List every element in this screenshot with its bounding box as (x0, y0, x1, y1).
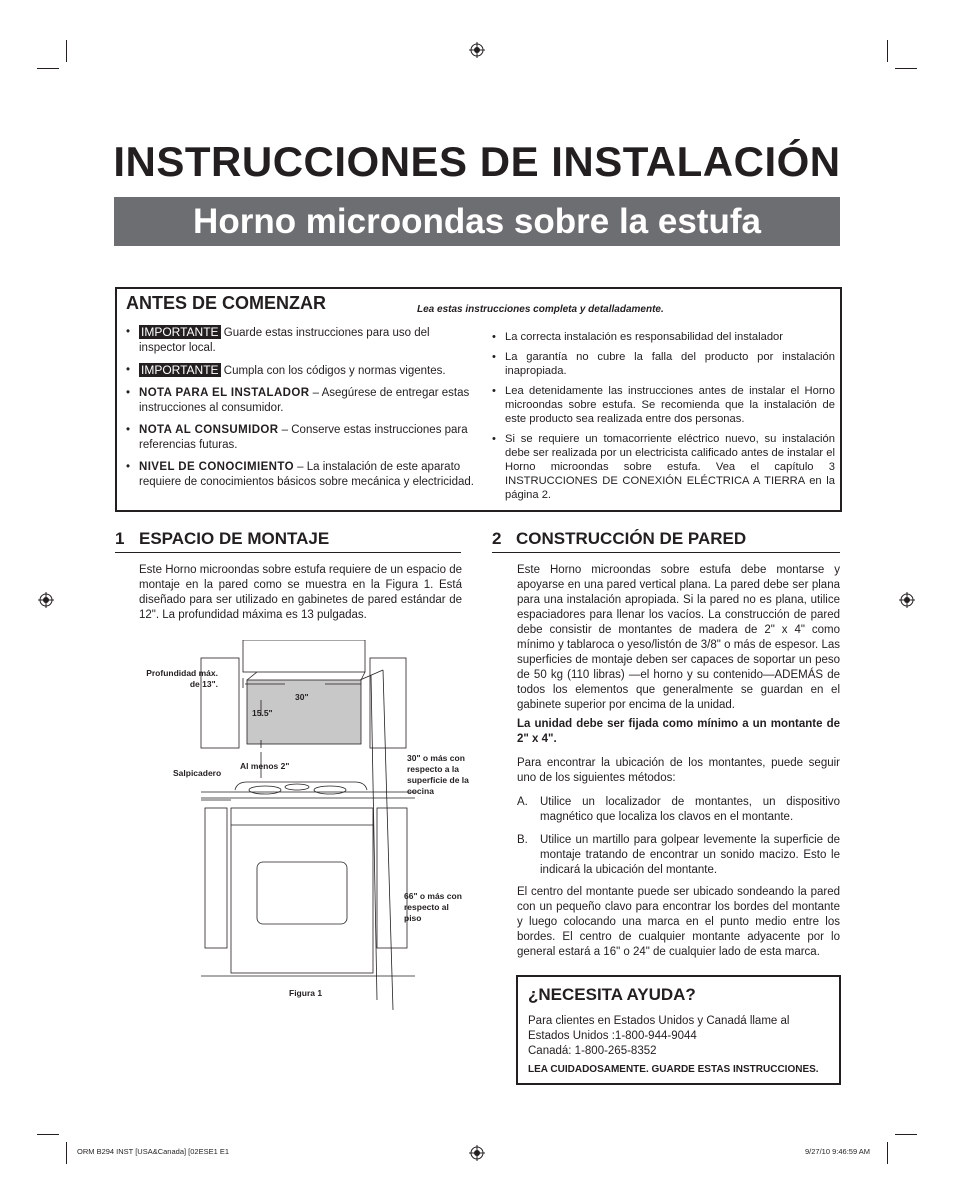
list-item: • La garantía no cubre la falla del producto por instalación inapropiada. (490, 350, 835, 378)
ayuda-line: Estados Unidos :1-800-944-9044 (528, 1030, 697, 1042)
list-item: • IMPORTANTE Cumpla con los códigos y normas vigentes. (124, 363, 474, 379)
crop-mark (887, 1142, 888, 1164)
registration-mark-icon (469, 1145, 485, 1161)
section-1-heading (115, 529, 329, 549)
section-title: CONSTRUCCIÓN DE PARED (516, 529, 747, 548)
figure-label-depth: Profundidad máx. de 13". (146, 668, 218, 689)
footer-slug-right: 9/27/10 9:46:59 AM (805, 1147, 871, 1156)
divider (492, 552, 840, 553)
section-2-p1: Este Horno microondas sobre estufa debe montarse y apoyarse en una pared vertical plana. La pared debe ser plana para una instalación apropiada. Si la pared no es plana, utilice espaciadores para llenar los vacíos. La construcción de pared debe consistir de montantes de madera de 2" x 4" como mínimo y tablaroca o yeso/listón de 3/8" o más de espesor. Las superficies de montaje deben ser capaces de soportar un peso de 50 kg (110 libras) —el horno y su contenido—ADEMÁS de todos los elementos que generalmente se guardan en el gabinete superior por encima de la unidad. (517, 564, 840, 711)
antes-title: ANTES DE COMENZAR (126, 293, 327, 313)
crop-mark (66, 40, 67, 62)
section-number: 2 (492, 529, 502, 548)
method-a-label: A. (517, 796, 528, 808)
crop-mark (887, 40, 888, 62)
list-item: • IMPORTANTE Guarde estas instrucciones para uso del inspector local. (124, 325, 474, 356)
section-2-p4: El centro del montante puede ser ubicado sondeando la pared con un pequeño clavo para encontrar los bordes del montante y luego colocando una marca en el punto medio entre los bordes. El centro de cualquier montante adyacente por lo general estará a 16" o 24" de cualquier lado de esta marca. (517, 886, 840, 958)
section-2-heading (492, 529, 746, 549)
crop-mark (66, 1142, 67, 1164)
antes-right-list (490, 330, 835, 508)
list-item: • NOTA AL CONSUMIDOR – Conserve estas instrucciones para referencias futuras. (124, 423, 474, 453)
ayuda-contacts (528, 1014, 789, 1059)
important-badge: IMPORTANTE (141, 363, 219, 377)
figure-label-30: 30" (295, 692, 309, 702)
crop-mark (895, 68, 917, 69)
footer-slug-left: ORM B294 INST [USA&Canada] [02ESE1 E1 (77, 1147, 230, 1156)
method-b-text: Utilice un martillo para golpear levemente la superficie de montaje tratando de encontrar un sonido macizo. Esto le indicará la ubicación del montante. (540, 834, 840, 876)
section-2-p3: Para encontrar la ubicación de los montantes, puede seguir uno de los siguientes métodos: (517, 757, 840, 784)
figure-label-at-least: Al menos 2" (240, 761, 290, 771)
antes-left-list (124, 325, 474, 497)
crop-mark (37, 1134, 59, 1135)
antes-note: Lea estas instrucciones completa y detalladamente. (417, 304, 664, 315)
ayuda-line: Para clientes en Estados Unidos y Canadá llame al (528, 1015, 790, 1027)
method-a-text: Utilice un localizador de montantes, un dispositivo magnético que localiza los clavos en el montante. (540, 796, 840, 823)
figure-label-backsplash: Salpicadero (173, 768, 222, 778)
divider (115, 552, 461, 553)
section-2-p2: La unidad debe ser fijada como mínimo a un montante de 2" x 4". (517, 718, 840, 745)
figure-label-15-5: 15.5" (252, 708, 273, 718)
figure-label-66: 66" o más con respecto al piso (404, 891, 462, 923)
important-badge: IMPORTANTE (141, 325, 219, 339)
registration-mark-icon (899, 592, 915, 608)
section-1-body: Este Horno microondas sobre estufa requiere de un espacio de montaje en la pared como se muestra en la Figura 1. Está diseñado para ser utilizado en gabinetes de pared estándar de 12". La profundidad máxima es 13 pulgadas. (139, 564, 462, 621)
method-b-label: B. (517, 834, 528, 846)
list-item: • Lea detenidamente las instrucciones antes de instalar el Horno microondas sobre estufa. Se recomienda que la instalación de este producto sea realizada entre dos personas. (490, 384, 835, 426)
crop-mark (895, 1134, 917, 1135)
registration-mark-icon (469, 42, 485, 58)
antes-de-comenzar-box (115, 287, 842, 512)
section-title: ESPACIO DE MONTAJE (139, 529, 330, 548)
figure-label-30-more: 30" o más con respecto a la superficie de la cocina (407, 753, 469, 796)
necesita-ayuda-box (516, 975, 841, 1085)
figure-caption: Figura 1 (289, 988, 323, 998)
ayuda-foot: LEA CUIDADOSAMENTE. GUARDE ESTAS INSTRUCCIONES. (528, 1064, 819, 1075)
page-title: INSTRUCCIONES DE INSTALACIÓN (113, 138, 841, 185)
registration-mark-icon (38, 592, 54, 608)
list-item: • NIVEL DE CONOCIMIENTO – La instalación de este aparato requiere de conocimientos básicos sobre mecánica y electricidad. (124, 460, 474, 490)
page-subtitle: Horno microondas sobre la estufa (114, 197, 840, 246)
list-item: • La correcta instalación es responsabilidad del instalador (490, 330, 835, 344)
crop-mark (37, 68, 59, 69)
ayuda-title: ¿NECESITA AYUDA? (528, 985, 696, 1004)
list-item: • Si se requiere un tomacorriente eléctrico nuevo, su instalación debe ser realizada por un electricista calificado antes de instalar el Horno microondas sobre estufa. Vea el capítulo 3 INSTRUCCIONES DE CONEXIÓN ELÉCTRICA A TIERRA en la página 2. (490, 432, 835, 502)
section-number: 1 (115, 529, 125, 548)
ayuda-line: Canadá: 1-800-265-8352 (528, 1045, 657, 1057)
list-item: • NOTA PARA EL INSTALADOR – Asegúrese de entregar estas instrucciones al consumidor. (124, 386, 474, 416)
